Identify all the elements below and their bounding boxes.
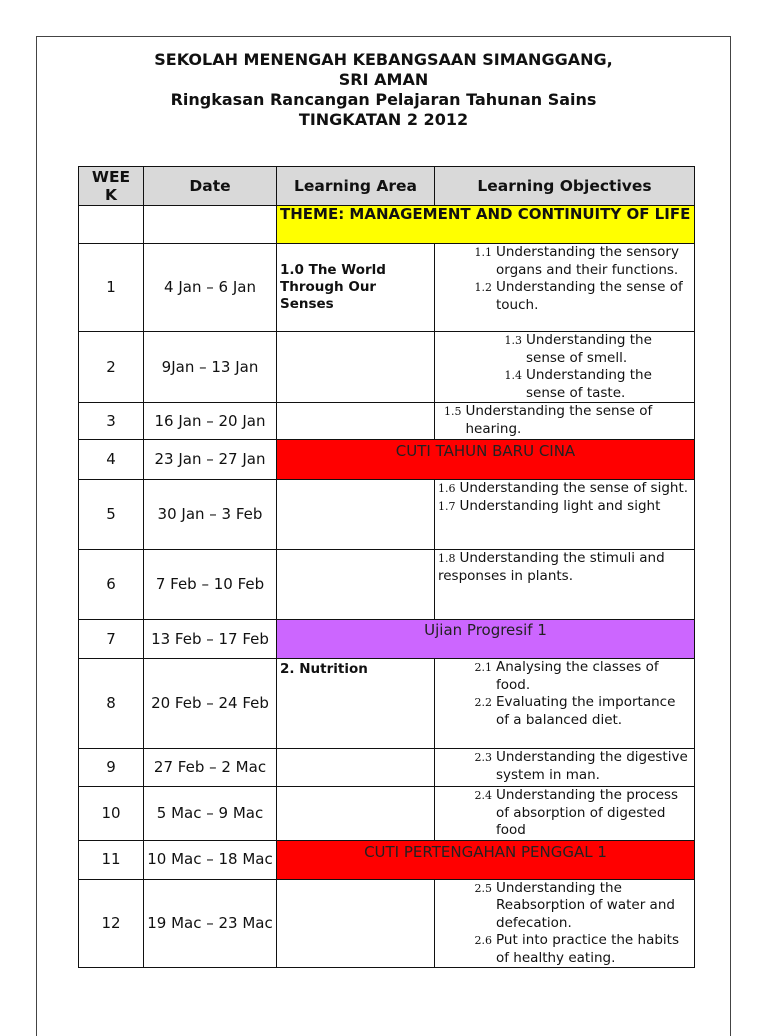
objective-item [438, 498, 691, 516]
header-learning-objectives: Learning Objectives [435, 167, 695, 206]
objective-number: 2.2 [474, 696, 492, 709]
objective-text: Understanding the digestive system in man. [496, 749, 688, 783]
date-cell: 20 Feb – 24 Feb [144, 659, 277, 749]
objective-text: Understanding the Reabsorption of water and defecation. [496, 879, 675, 931]
objective-item [468, 749, 691, 784]
learning-area-cell [277, 403, 435, 440]
learning-objectives-cell [435, 879, 695, 968]
learning-objectives-cell [435, 550, 695, 620]
learning-objectives-cell [435, 787, 695, 841]
table-row [79, 332, 695, 403]
school-name: SEKOLAH MENENGAH KEBANGSAAN SIMANGGANG, [154, 50, 613, 69]
week-cell: 2 [79, 332, 144, 403]
learning-objectives-cell [435, 480, 695, 550]
table-header-row [79, 167, 695, 206]
objective-item [468, 880, 691, 933]
date-cell: 19 Mac – 23 Mac [144, 879, 277, 968]
table-row [79, 749, 695, 787]
objective-text: Evaluating the importance of a balanced diet. [496, 694, 676, 728]
objective-list [438, 244, 691, 314]
date-cell: 4 Jan – 6 Jan [144, 244, 277, 332]
objective-item [438, 480, 691, 498]
objective-number: 1.6 [438, 482, 456, 495]
objective-number: 2.6 [474, 934, 492, 947]
header-week: WEEK [79, 167, 144, 206]
objective-item [498, 367, 691, 402]
document-title: Ringkasan Rancangan Pelajaran Tahunan Sains [170, 90, 597, 109]
learning-area-cell [277, 879, 435, 968]
learning-area-cell: 1.0 The World Through Our Senses [277, 244, 435, 332]
objective-text: Understanding the sense of touch. [496, 279, 683, 313]
theme-row [79, 206, 695, 244]
objective-number: 1.2 [474, 281, 492, 294]
objective-item [498, 332, 691, 367]
table-row [79, 879, 695, 968]
objective-item [468, 279, 691, 314]
document-subtitle: TINGKATAN 2 2012 [298, 110, 469, 129]
objective-text: Put into practice the habits of healthy eating. [496, 932, 679, 966]
date-cell: 16 Jan – 20 Jan [144, 403, 277, 440]
table-row [79, 440, 695, 480]
objective-item [438, 550, 691, 568]
week-cell: 12 [79, 879, 144, 968]
objective-text: Understanding the sense of smell. [526, 332, 652, 366]
objective-item [468, 659, 691, 694]
objective-item [438, 568, 691, 586]
week-cell: 6 [79, 550, 144, 620]
objective-text: Understanding light and sight [459, 497, 661, 514]
table-row [79, 787, 695, 841]
objective-number: 2.1 [474, 661, 492, 674]
week-cell: 1 [79, 244, 144, 332]
objective-text: Understanding the stimuli and [459, 550, 665, 566]
objective-text: Understanding the sense of taste. [526, 367, 652, 401]
exam-banner: Ujian Progresif 1 [277, 620, 695, 659]
week-cell: 3 [79, 403, 144, 440]
learning-area-cell [277, 749, 435, 787]
objective-list [438, 332, 691, 402]
table-cell [144, 206, 277, 244]
week-cell: 7 [79, 620, 144, 659]
header-learning-area: Learning Area [277, 167, 435, 206]
date-cell: 5 Mac – 9 Mac [144, 787, 277, 841]
learning-objectives-cell [435, 403, 695, 440]
date-cell: 7 Feb – 10 Feb [144, 550, 277, 620]
objective-item [468, 694, 691, 729]
table-row [79, 840, 695, 879]
objective-number: 1.1 [474, 246, 492, 259]
document-header [37, 50, 730, 130]
objective-list [438, 550, 691, 585]
objective-number: 2.5 [474, 881, 492, 895]
table-cell [79, 206, 144, 244]
objective-list [438, 880, 691, 968]
objective-list [438, 659, 691, 729]
learning-objectives-cell [435, 332, 695, 403]
date-cell: 10 Mac – 18 Mac [144, 840, 277, 879]
header-date: Date [144, 167, 277, 206]
objective-list [438, 480, 691, 515]
table-row [79, 550, 695, 620]
table-row [79, 244, 695, 332]
lesson-plan-table [78, 166, 695, 968]
document-page [36, 36, 731, 1036]
objective-text: Understanding the sense of hearing. [465, 403, 653, 437]
learning-objectives-cell [435, 749, 695, 787]
holiday-banner: CUTI TAHUN BARU CINA [277, 440, 695, 480]
objective-item [468, 787, 691, 840]
date-cell: 23 Jan – 27 Jan [144, 440, 277, 480]
learning-area-cell [277, 550, 435, 620]
learning-area-cell [277, 787, 435, 841]
holiday-banner: CUTI PERTENGAHAN PENGGAL 1 [277, 840, 695, 879]
learning-area-cell: 2. Nutrition [277, 659, 435, 749]
learning-objectives-cell [435, 244, 695, 332]
objective-list [438, 749, 691, 784]
week-cell: 10 [79, 787, 144, 841]
objective-text: Analysing the classes of food. [496, 659, 659, 693]
table-row [79, 403, 695, 440]
date-cell: 27 Feb – 2 Mac [144, 749, 277, 787]
objective-number: 1.3 [504, 334, 522, 347]
table-body [79, 206, 695, 968]
objective-text: Understanding the sensory organs and their functions. [496, 244, 679, 278]
week-cell: 11 [79, 840, 144, 879]
table-row [79, 620, 695, 659]
objective-text: responses in plants. [438, 567, 574, 584]
date-cell: 30 Jan – 3 Feb [144, 480, 277, 550]
objective-number: 2.3 [474, 751, 492, 764]
objective-list [438, 403, 691, 438]
objective-item [468, 932, 691, 967]
objective-number: 1.8 [438, 552, 456, 565]
week-cell: 8 [79, 659, 144, 749]
week-cell: 9 [79, 749, 144, 787]
objective-number: 2.4 [474, 789, 492, 802]
objective-text: Understanding the process of absorption of digested food [496, 787, 679, 838]
date-cell: 9Jan – 13 Jan [144, 332, 277, 403]
table-row [79, 659, 695, 749]
theme-banner: THEME: MANAGEMENT AND CONTINUITY OF LIFE [277, 206, 695, 244]
objective-list [438, 787, 691, 840]
date-cell: 13 Feb – 17 Feb [144, 620, 277, 659]
table-row [79, 480, 695, 550]
objective-number: 1.5 [444, 405, 462, 418]
objective-number: 1.7 [438, 499, 456, 513]
objective-item [444, 403, 691, 438]
learning-area-cell [277, 332, 435, 403]
learning-objectives-cell [435, 659, 695, 749]
objective-text: Understanding the sense of sight. [459, 480, 689, 496]
week-cell: 4 [79, 440, 144, 480]
school-location: SRI AMAN [338, 70, 429, 89]
week-cell: 5 [79, 480, 144, 550]
learning-area-cell [277, 480, 435, 550]
objective-number: 1.4 [504, 369, 522, 382]
objective-item [468, 244, 691, 279]
